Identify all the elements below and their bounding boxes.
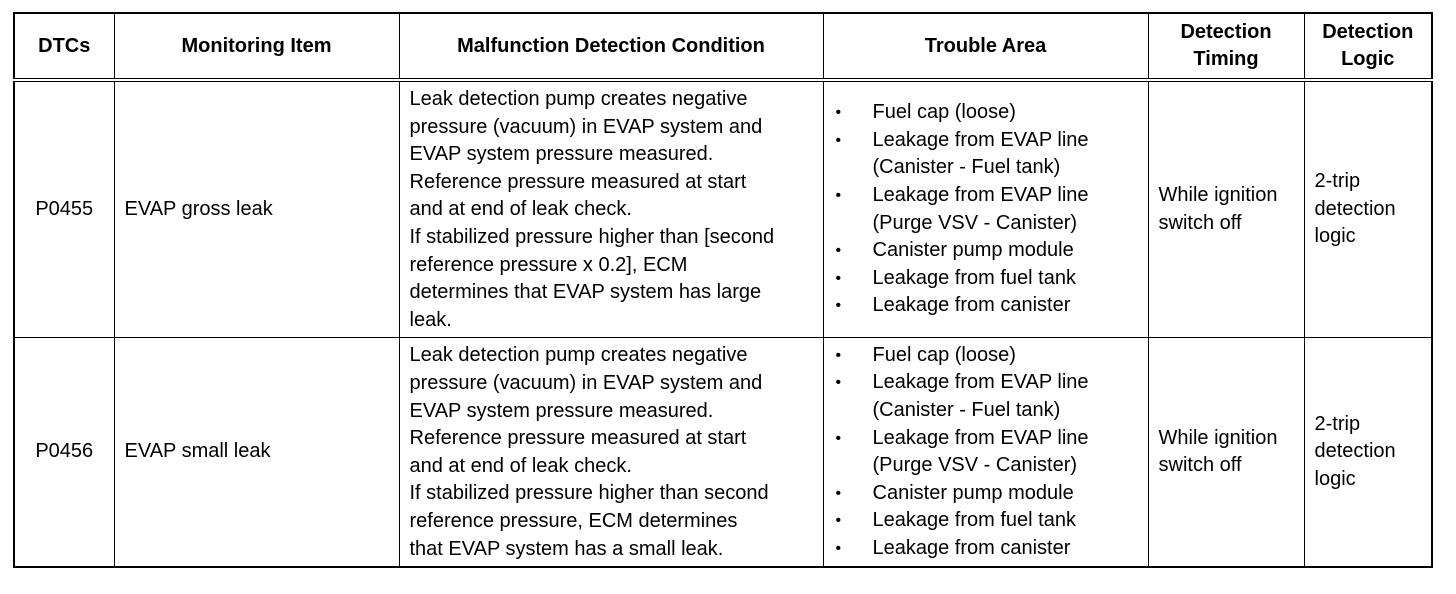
trouble-area-text: • Leakage from fuel tank bbox=[872, 266, 1076, 289]
condition-line: EVAP system pressure measured. bbox=[409, 143, 714, 166]
header-detection-timing-line1: Detection bbox=[1180, 21, 1272, 43]
trouble-area-cell bbox=[823, 80, 1148, 338]
trouble-area-text-continued: (Purge VSV - Canister) bbox=[872, 454, 1078, 477]
detection-timing-line: While ignition bbox=[1158, 184, 1278, 207]
trouble-area-item bbox=[830, 507, 1138, 535]
condition-line: Leak detection pump creates negative bbox=[409, 88, 748, 110]
header-malfunction-condition: Malfunction Detection Condition bbox=[399, 13, 823, 80]
condition-line: reference pressure x 0.2], ECM bbox=[409, 253, 688, 276]
detection-logic-line: detection bbox=[1314, 440, 1396, 463]
trouble-area-text: • Leakage from canister bbox=[872, 537, 1071, 559]
trouble-area-text: • Leakage from EVAP line bbox=[872, 426, 1089, 449]
monitoring-item-cell: EVAP small leak bbox=[114, 338, 399, 567]
trouble-area-list bbox=[830, 99, 1138, 320]
trouble-area-item bbox=[830, 480, 1138, 508]
header-dtcs: DTCs bbox=[14, 13, 114, 80]
trouble-area-item bbox=[830, 265, 1138, 293]
trouble-area-item bbox=[830, 369, 1138, 424]
trouble-area-item bbox=[830, 237, 1138, 265]
malfunction-condition-cell bbox=[399, 80, 823, 338]
condition-line: Reference pressure measured at start bbox=[409, 427, 747, 450]
trouble-area-text: • Canister pump module bbox=[872, 239, 1074, 262]
detection-logic-line: detection bbox=[1314, 197, 1396, 220]
trouble-area-list bbox=[830, 342, 1138, 563]
detection-logic-line: 2-trip bbox=[1314, 412, 1361, 435]
condition-line: and at end of leak check. bbox=[409, 198, 632, 221]
trouble-area-item bbox=[830, 342, 1138, 370]
detection-logic-line: 2-trip bbox=[1314, 170, 1361, 193]
monitoring-item-cell: EVAP gross leak bbox=[114, 80, 399, 338]
trouble-area-item bbox=[830, 535, 1138, 563]
header-detection-logic-line2: Logic bbox=[1341, 48, 1395, 70]
trouble-area-text: • Leakage from EVAP line bbox=[872, 128, 1089, 151]
table-row bbox=[14, 338, 1432, 567]
condition-line: EVAP system pressure measured. bbox=[409, 399, 714, 422]
dtc-table bbox=[13, 12, 1433, 568]
trouble-area-item bbox=[830, 99, 1138, 127]
condition-line: Reference pressure measured at start bbox=[409, 170, 747, 193]
trouble-area-text: • Leakage from fuel tank bbox=[872, 509, 1076, 532]
trouble-area-text-continued: (Canister - Fuel tank) bbox=[872, 399, 1061, 422]
detection-timing-line: switch off bbox=[1158, 211, 1242, 234]
header-trouble-area: Trouble Area bbox=[823, 13, 1148, 80]
table-row bbox=[14, 80, 1432, 338]
condition-line: pressure (vacuum) in EVAP system and bbox=[409, 115, 763, 138]
condition-line: reference pressure, ECM determines bbox=[409, 509, 738, 532]
trouble-area-item bbox=[830, 127, 1138, 182]
trouble-area-cell bbox=[823, 338, 1148, 567]
trouble-area-text: • Leakage from canister bbox=[872, 294, 1071, 317]
detection-logic-cell bbox=[1304, 338, 1432, 567]
trouble-area-text: • Canister pump module bbox=[872, 481, 1074, 504]
detection-timing-cell bbox=[1148, 338, 1304, 567]
condition-line: that EVAP system has a small leak. bbox=[409, 537, 724, 560]
condition-line: determines that EVAP system has large bbox=[409, 281, 762, 304]
header-detection-timing-line2: Timing bbox=[1193, 48, 1259, 70]
trouble-area-text: • Fuel cap (loose) bbox=[872, 101, 1016, 124]
detection-logic-line: logic bbox=[1314, 468, 1356, 491]
header-detection-logic bbox=[1304, 13, 1432, 80]
header-monitoring-item: Monitoring Item bbox=[114, 13, 399, 80]
detection-logic-cell bbox=[1304, 80, 1432, 338]
header-detection-logic-line1: Detection bbox=[1322, 21, 1414, 43]
detection-timing-line: While ignition bbox=[1158, 426, 1278, 449]
trouble-area-text: • Leakage from EVAP line bbox=[872, 184, 1089, 207]
dtc-table-wrapper bbox=[13, 12, 1433, 568]
detection-logic-line: logic bbox=[1314, 225, 1356, 248]
condition-line: leak. bbox=[409, 308, 452, 331]
condition-line: and at end of leak check. bbox=[409, 454, 632, 477]
condition-line: Leak detection pump creates negative bbox=[409, 344, 748, 367]
condition-line: If stabilized pressure higher than [second bbox=[409, 225, 775, 248]
header-row bbox=[14, 13, 1432, 80]
detection-timing-line: switch off bbox=[1158, 454, 1242, 477]
malfunction-condition-cell bbox=[399, 338, 823, 567]
condition-line: If stabilized pressure higher than second bbox=[409, 482, 769, 505]
trouble-area-text: • Leakage from EVAP line bbox=[872, 371, 1089, 394]
dtc-code-cell: P0455 bbox=[14, 80, 114, 338]
header-detection-timing bbox=[1148, 13, 1304, 80]
trouble-area-item bbox=[830, 292, 1138, 320]
trouble-area-item bbox=[830, 182, 1138, 237]
trouble-area-item bbox=[830, 425, 1138, 480]
condition-line: pressure (vacuum) in EVAP system and bbox=[409, 371, 763, 394]
trouble-area-text-continued: (Canister - Fuel tank) bbox=[872, 156, 1061, 179]
trouble-area-text-continued: (Purge VSV - Canister) bbox=[872, 211, 1078, 234]
detection-timing-cell bbox=[1148, 80, 1304, 338]
trouble-area-text: • Fuel cap (loose) bbox=[872, 343, 1016, 366]
dtc-code-cell: P0456 bbox=[14, 338, 114, 567]
